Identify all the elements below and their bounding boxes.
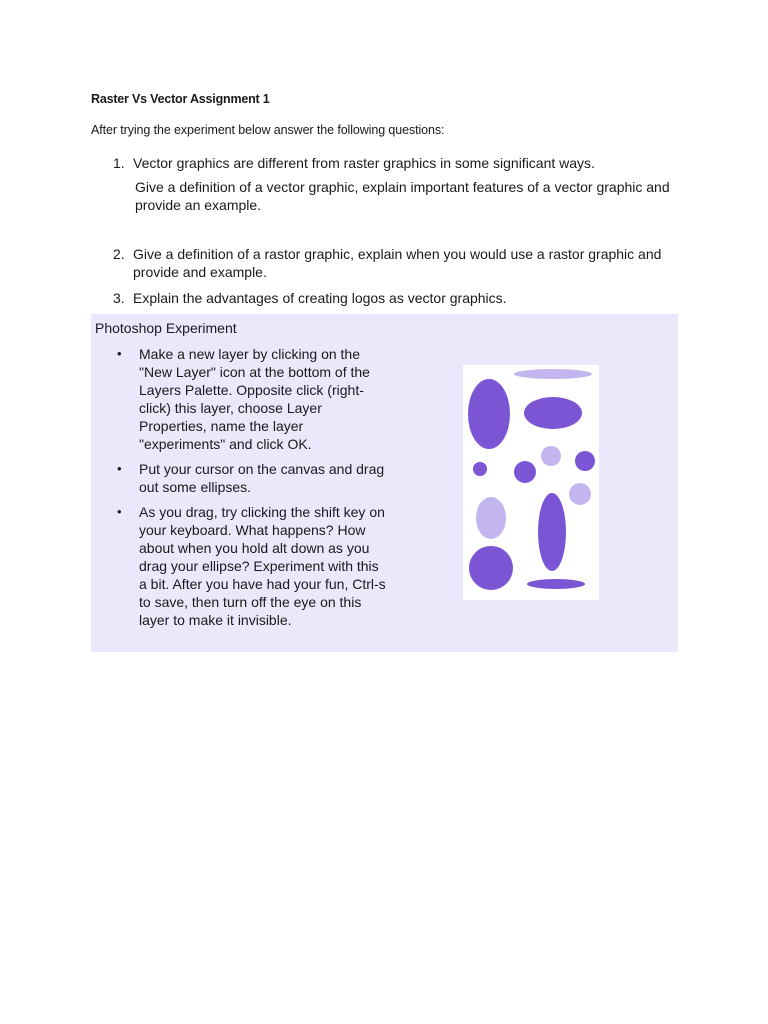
bullet-icon: • — [117, 461, 122, 476]
ellipse-shape — [569, 483, 591, 505]
document-title: Raster Vs Vector Assignment 1 — [91, 92, 270, 106]
experiment-box — [91, 314, 678, 652]
ellipse-illustration — [463, 365, 599, 600]
ellipses-image — [463, 365, 599, 600]
ellipse-shape — [514, 369, 592, 379]
ellipse-shape — [514, 461, 536, 483]
question-number: 2. — [113, 246, 125, 262]
bullet-icon: • — [117, 346, 122, 361]
step-text: As you drag, try clicking the shift key on your keyboard. What happens? How about when you hold alt down as you drag your ellipse? Experiment with this a bit. After you have had your fun, Ctrl-s to save, then turn off the eye on this layer to make it invisible. — [139, 504, 386, 628]
intro-text: After trying the experiment below answer the following questions: — [91, 123, 445, 137]
ellipse-shape — [469, 546, 513, 590]
step-text: Put your cursor on the canvas and drag out some ellipses. — [139, 461, 385, 495]
experiment-title: Photoshop Experiment — [95, 320, 237, 336]
question-text: Explain the advantages of creating logos as vector graphics. — [133, 290, 507, 306]
ellipse-shape — [473, 462, 487, 476]
ellipse-shape — [575, 451, 595, 471]
question-number: 1. — [113, 155, 125, 171]
ellipse-shape — [524, 397, 582, 429]
question-subtext: Give a definition of a vector graphic, explain important features of a vector graphic and provide an example. — [135, 179, 670, 213]
question-text: Give a definition of a rastor graphic, explain when you would use a rastor graphic and provide and example. — [133, 246, 662, 280]
bullet-icon: • — [117, 504, 122, 519]
question-number: 3. — [113, 290, 125, 306]
ellipse-shape — [541, 446, 561, 466]
step-text: Make a new layer by clicking on the "New Layer" icon at the bottom of the Layers Palette. Opposite click (right-click) this layer, choose Layer Properties, name the layer "experiments" and click OK. — [139, 346, 370, 452]
ellipse-shape — [527, 579, 585, 589]
question-text: Vector graphics are different from raster graphics in some significant ways. — [133, 155, 595, 171]
ellipse-shape — [476, 497, 506, 539]
ellipse-shape — [468, 379, 510, 449]
ellipse-shape — [538, 493, 566, 571]
